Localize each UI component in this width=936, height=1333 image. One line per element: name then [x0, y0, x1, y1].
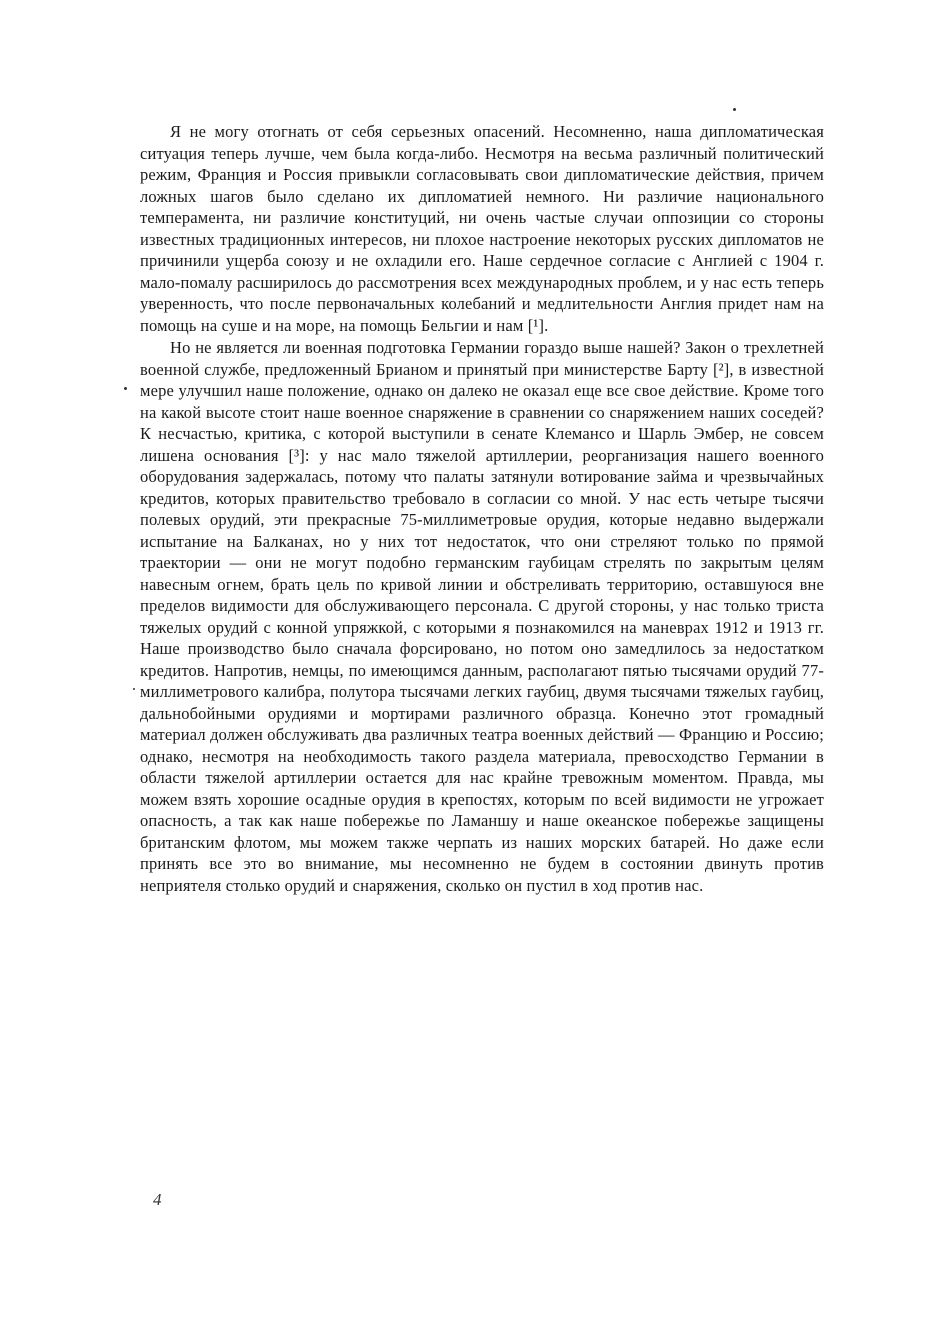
scan-speck — [124, 387, 127, 390]
paragraph-1: Я не могу отогнать от себя серьезных опасений. Несомненно, наша дипломатическая ситуация теперь лучше, чем была когда-либо. Несмотря на весьма различный политический режим, Франция и Россия привыкли согласовывать свои дипломатические действия, причем ложных шагов было сделано их дипломатией немного. Ни различие национального темперамента, ни различие конституций, ни очень частые случаи оппозиции со стороны известных традиционных интересов, ни плохое настроение некоторых русских дипломатов не причинили ущерба союзу и не охладили его. Наше сердечное согласие с Англией с 1904 г. мало-помалу расширилось до рассмотрения всех международных проблем, и у нас есть теперь уверенность, что после первоначальных колебаний и медлительности Англия придет нам на помощь на суше и на море, на помощь Бельгии и нам [¹]. — [140, 122, 824, 335]
body-text — [140, 121, 824, 896]
page-number: 4 — [153, 1190, 162, 1209]
paragraph-2: Но не является ли военная подготовка Германии гораздо выше нашей? Закон о трехлетней военной службе, предложенный Брианом и принятый при министерстве Барту [²], в известной мере улучшил наше положение, однако он далеко не оказал еще все свое действие. Кроме того на какой высоте стоит наше военное снаряжение в сравнении со снаряжением наших соседей? К несчастью, критика, с которой выступили в сенате Клемансо и Шарль Эмбер, не совсем лишена основания [³]: у нас мало тяжелой артиллерии, реорганизация нашего военного оборудования задержалась, потому что палаты затянули вотирование займа и чрезвычайных кредитов, которых правительство требовало в согласии со мной. У нас есть четыре тысячи полевых орудий, эти прекрасные 75-миллиметровые орудия, которые недавно выдержали испытание на Балканах, но у них тот недостаток, что они стреляют только по прямой траектории — они не могут подобно германским гаубицам стрелять по закрытым целям навесным огнем, брать цель по кривой линии и обстреливать территорию, оставшуюся вне пределов видимости для обслуживающего персонала. С другой стороны, у нас только триста тяжелых орудий с конной упряжкой, с которыми я познакомился на маневрах 1912 и 1913 гг. Наше производство было сначала форсировано, но потом оно замедлилось за недостатком кредитов. Напротив, немцы, по имеющимся данным, располагают пятью тысячами орудий 77-миллиметрового калибра, полутора тысячами легких гаубиц, двумя тысячами тяжелых гаубиц, дальнобойными орудиями и мортирами различного образца. Конечно этот громадный материал должен обслуживать два различных театра военных действий — Францию и Россию; однако, несмотря на необходимость такого раздела материала, превосходство Германии в области тяжелой артиллерии остается для нас крайне тревожным моментом. Правда, мы можем взять хорошие осадные орудия в крепостях, которым по всей видимости не угрожает опасность, а так как наше побережье по Ламаншу и наше океанское побережье защищены британским флотом, мы можем также черпать из наших морских батарей. Но даже если принять все это во внимание, мы несомненно не будем в состоянии двинуть против неприятеля столько орудий и снаряжения, сколько он пустил в ход против нас. — [140, 338, 824, 895]
scan-speck — [733, 108, 736, 111]
scan-speck — [133, 688, 135, 690]
